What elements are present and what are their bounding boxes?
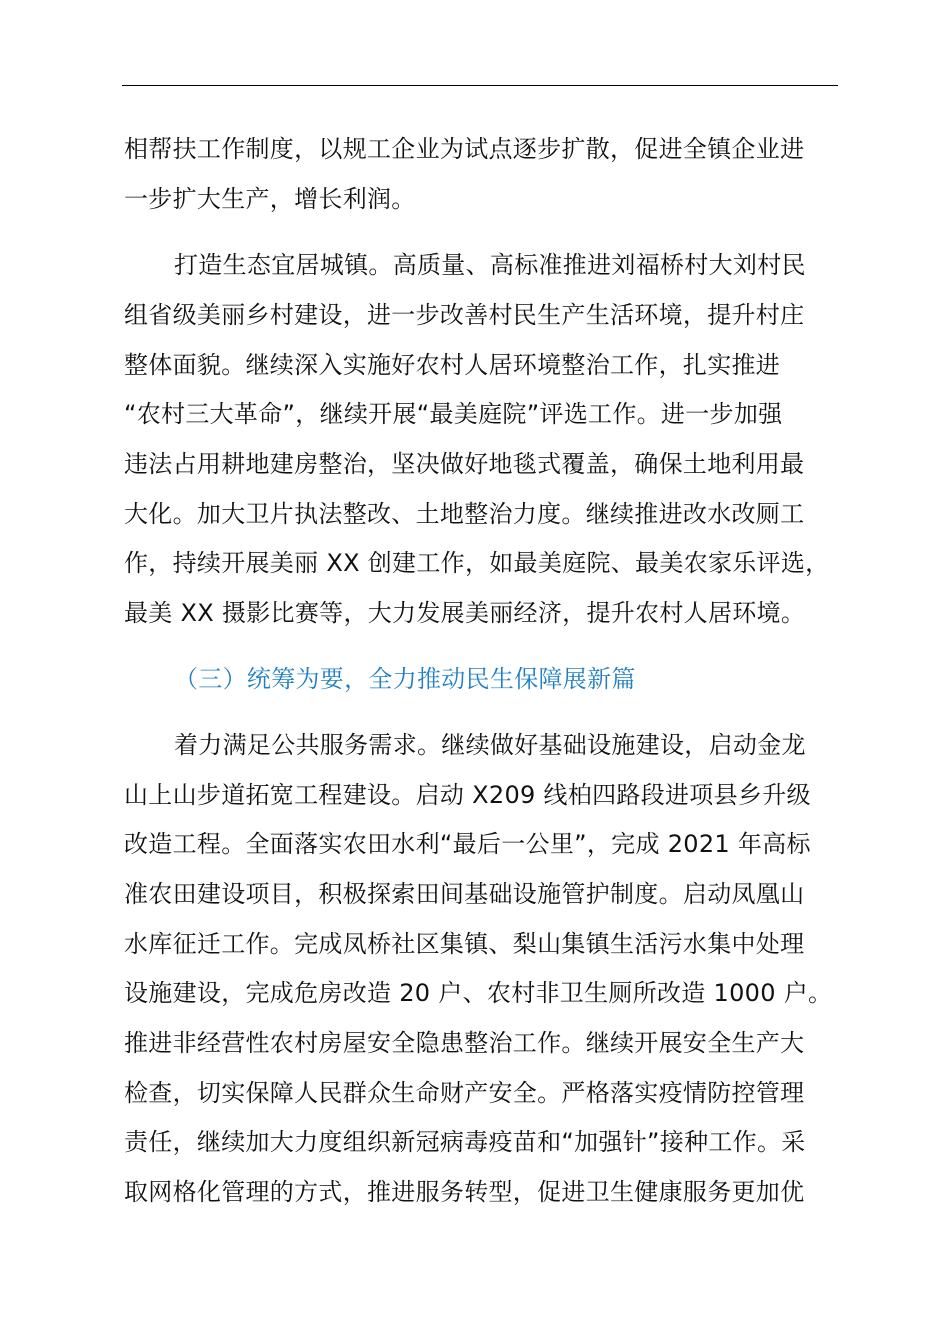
paragraph-line: 打造生态宜居城镇。高质量、高标准推进刘福桥村大刘村民 <box>174 251 806 279</box>
paragraph-line: 作，持续开展美丽 XX 创建工作，如最美庭院、最美农家乐评选， <box>124 549 830 577</box>
paragraph-line: 整体面貌。继续深入实施好农村人居环境整治工作，扎实推进 <box>124 351 781 379</box>
paragraph-line: 准农田建设项目，积极探索田间基础设施管护制度。启动凤凰山 <box>124 880 805 908</box>
paragraph-line: 检查，切实保障人民群众生命财产安全。严格落实疫情防控管理 <box>124 1079 805 1107</box>
paragraph-line: 着力满足公共服务需求。继续做好基础设施建设，启动金龙 <box>174 731 806 759</box>
paragraph-line: 大化。加大卫片执法整改、土地整治力度。继续推进改水改厕工 <box>124 500 805 528</box>
paragraph-line: 相帮扶工作制度，以规工企业为试点逐步扩散，促进全镇企业进 <box>124 135 805 163</box>
paragraph-line: 山上山步道拓宽工程建设。启动 X209 线柏四路段进项县乡升级 <box>124 781 811 809</box>
section-heading: （三）统筹为要，全力推动民生保障展新篇 <box>174 665 636 693</box>
paragraph-line: 水库征迁工作。完成凤桥社区集镇、梨山集镇生活污水集中处理 <box>124 930 805 958</box>
paragraph-line: 取网格化管理的方式，推进服务转型，促进卫生健康服务更加优 <box>124 1178 805 1206</box>
paragraph-line: 责任，继续加大力度组织新冠病毒疫苗和“加强针”接种工作。采 <box>124 1128 806 1156</box>
paragraph-line: “农村三大革命”，继续开展“最美庭院”评选工作。进一步加强 <box>124 400 783 428</box>
paragraph-line: 组省级美丽乡村建设，进一步改善村民生产生活环境，提升村庄 <box>124 301 805 329</box>
paragraph-line: 推进非经营性农村房屋安全隐患整治工作。继续开展安全生产大 <box>124 1029 805 1057</box>
paragraph-line: 设施建设，完成危房改造 20 户、农村非卫生厕所改造 1000 户。 <box>124 979 833 1007</box>
paragraph-line: 改造工程。全面落实农田水利“最后一公里”，完成 2021 年高标 <box>124 830 811 858</box>
header-rule <box>122 85 838 86</box>
paragraph-line: 最美 XX 摄影比赛等，大力发展美丽经济，提升农村人居环境。 <box>124 599 806 627</box>
paragraph-line: 违法占用耕地建房整治，坚决做好地毯式覆盖，确保土地利用最 <box>124 450 805 478</box>
paragraph-line: 一步扩大生产，增长利润。 <box>124 185 416 213</box>
